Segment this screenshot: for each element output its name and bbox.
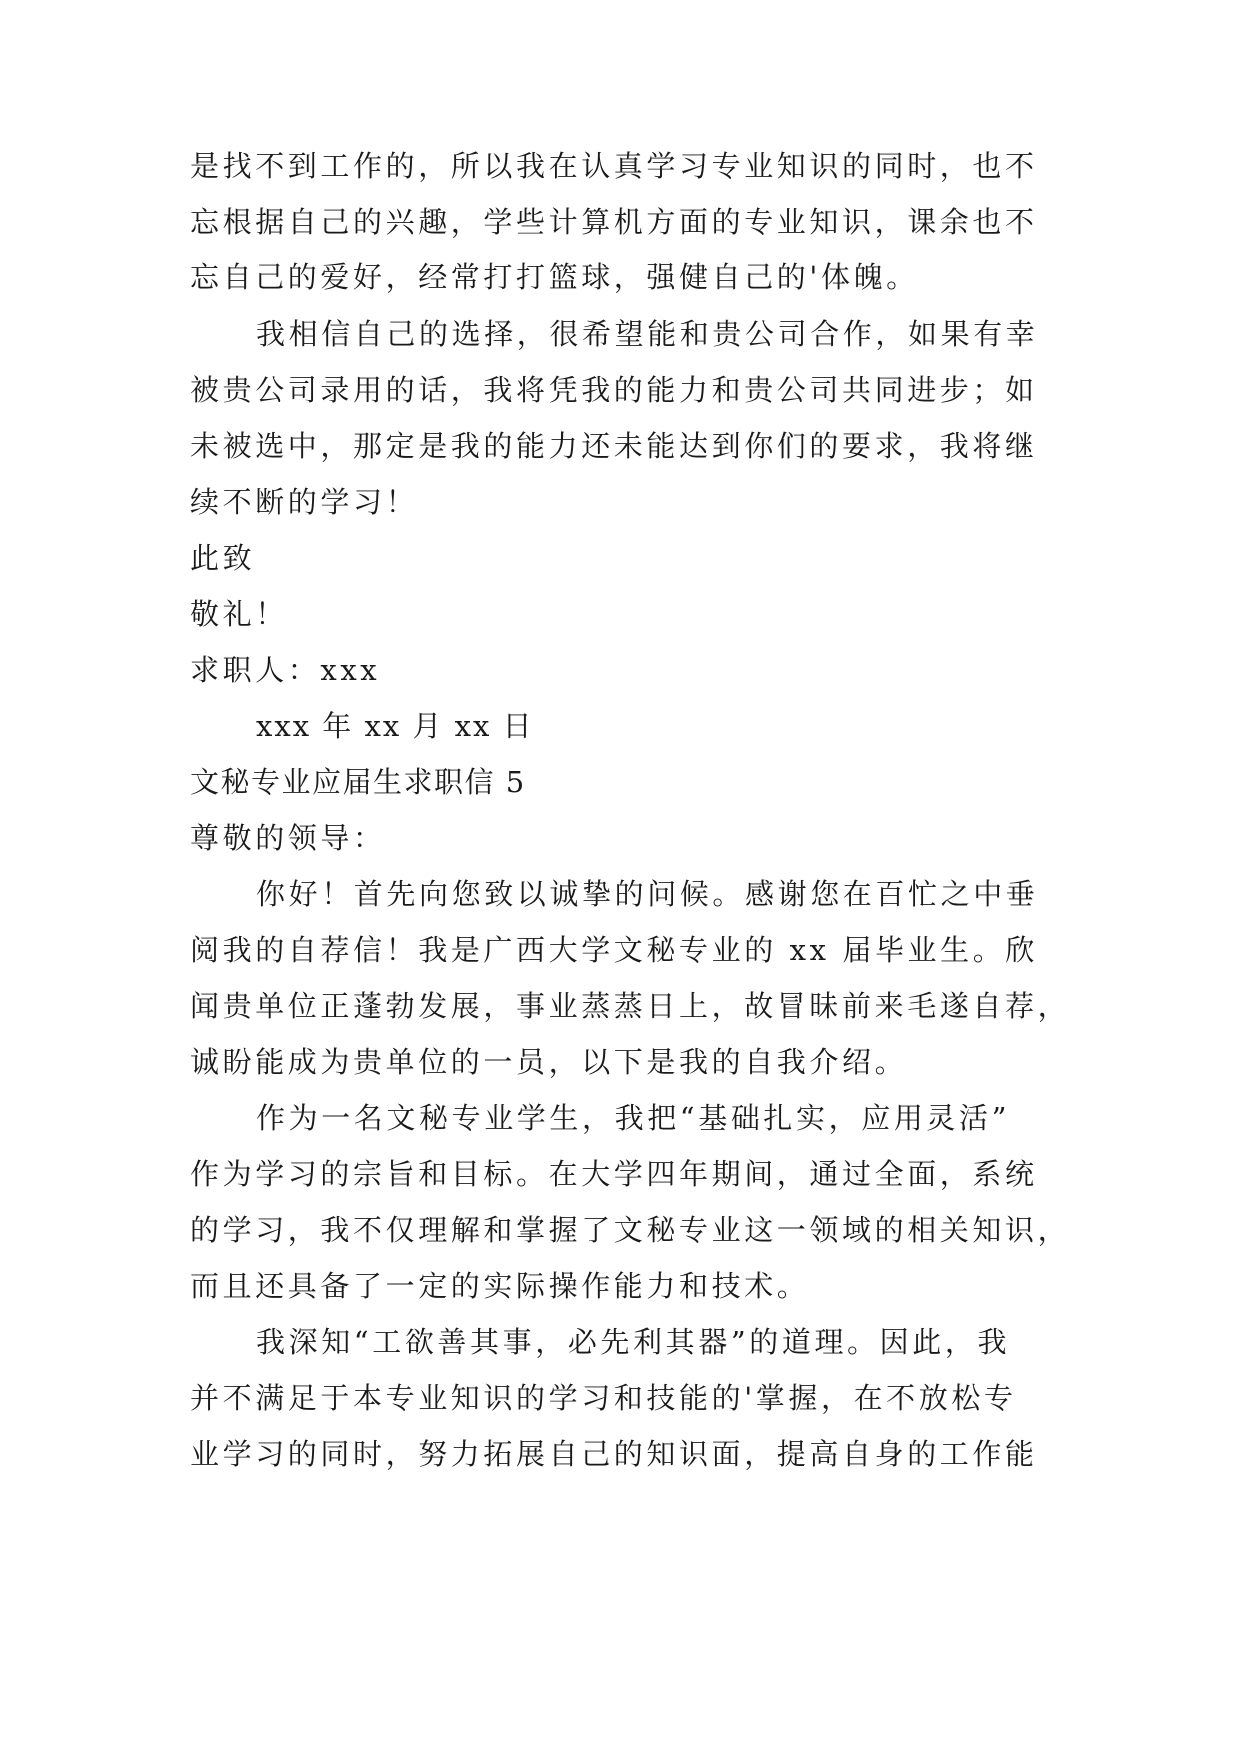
paragraph-line: 是找不到工作的，所以我在认真学习专业知识的同时，也不 (190, 149, 1038, 183)
paragraph-line: 业学习的同时，努力拓展自己的知识面，提高自身的工作能 (190, 1437, 1038, 1471)
salutation-line: 敬礼！ (190, 597, 288, 631)
closing-line: 此致 (190, 541, 256, 575)
paragraph-line: 忘自己的爱好，经常打打篮球，强健自己的'体魄。 (190, 260, 919, 294)
paragraph-line: 并不满足于本专业知识的学习和技能的'掌握，在不放松专 (190, 1381, 1017, 1415)
paragraph-line: 闻贵单位正蓬勃发展，事业蒸蒸日上，故冒昧前来毛遂自荐， (190, 989, 1071, 1023)
paragraph-line: 作为一名文秘专业学生，我把“基础扎实，应用灵活” (256, 1101, 1011, 1135)
paragraph-line: 未被选中，那定是我的能力还未能达到你们的要求，我将继 (190, 429, 1038, 463)
paragraph-line: 忘根据自己的兴趣，学些计算机方面的专业知识，课余也不 (190, 205, 1038, 239)
paragraph-line: 而且还具备了一定的实际操作能力和技术。 (190, 1269, 810, 1303)
date-line: xxx 年 xx 月 xx 日 (256, 709, 534, 743)
applicant-line: 求职人：xxx (190, 653, 381, 687)
paragraph-line: 作为学习的宗旨和目标。在大学四年期间，通过全面，系统 (190, 1157, 1038, 1191)
paragraph-line: 被贵公司录用的话，我将凭我的能力和贵公司共同进步；如 (190, 373, 1038, 407)
section-heading: 文秘专业应届生求职信 5 (190, 765, 526, 799)
paragraph-line: 我深知“工欲善其事，必先利其器”的道理。因此，我 (256, 1325, 1011, 1359)
paragraph-line: 续不断的学习！ (190, 485, 419, 519)
paragraph-line: 的学习，我不仅理解和掌握了文秘专业这一领域的相关知识， (190, 1213, 1071, 1247)
paragraph-line: 阅我的自荐信！我是广西大学文秘专业的 xx 届毕业生。欣 (190, 933, 1038, 967)
greeting-line: 尊敬的领导： (190, 821, 386, 855)
paragraph-line: 我相信自己的选择，很希望能和贵公司合作，如果有幸 (256, 317, 1039, 351)
paragraph-line: 你好！首先向您致以诚挚的问候。感谢您在百忙之中垂 (256, 877, 1039, 911)
paragraph-line: 诚盼能成为贵单位的一员，以下是我的自我介绍。 (190, 1045, 908, 1079)
